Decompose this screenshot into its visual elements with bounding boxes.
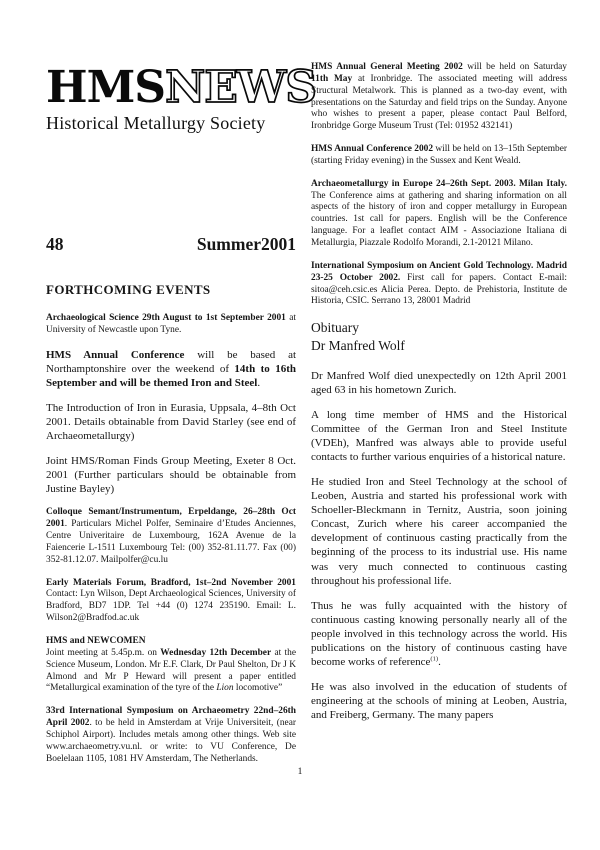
right-column-blocks xyxy=(311,62,567,722)
text-run: Obituary xyxy=(311,320,359,336)
right-column xyxy=(311,62,567,733)
text-run: International Symposium on Ancient Gold Technology. Madrid 23-25 October 2002. xyxy=(311,260,567,283)
text-run: at Ironbridge. The associated meeting will address Structural Metalwork. This is planned as a two-day event, with presentations on the Saturday and field trips on the Sunday. Anyone who wishes to present a paper, please contact Paul Belford, Ironbridge Gorge Museum Trust (Tel: 01952 432141) xyxy=(311,73,568,132)
introduction-of-iron-item xyxy=(46,401,296,443)
colloque-semant-item xyxy=(46,507,296,566)
text-run: The Introduction of Iron in Eurasia, Uppsala, 4–8th Oct 2001. Details obtainable from David Starley (see end of Archaeometallurgy) xyxy=(46,401,296,443)
text-run: Thus he was fully acquainted with the history of continuous casting knowing personally nearly all of the people involved in this technology across the world. His publications on the history of continuous casting have become works of reference xyxy=(311,599,567,669)
text-run: . xyxy=(438,656,441,669)
page-number: 1 xyxy=(297,767,303,777)
text-run: locomotive” xyxy=(233,683,283,694)
hms-annual-conference-item xyxy=(46,348,296,390)
early-materials-forum-item xyxy=(46,578,296,625)
annual-conference-2002-item xyxy=(311,144,567,168)
text-run: at University of Newcastle upon Tyne. xyxy=(46,313,296,335)
text-run: HMS Annual General Meeting 2002 xyxy=(311,62,463,72)
text-run: Contact: Lyn Wilson, Dept Archaeological Sciences, University of Bradford, BD7 1DP. Tel +44 (0) 1274 235190. Email: L. Wilson2@Bradfod.ac.uk xyxy=(46,589,296,624)
issue-season: Summer2001 xyxy=(196,234,296,254)
obituary-para-2 xyxy=(311,408,567,464)
text-run: . xyxy=(257,376,261,389)
text-run: He studied Iron and Steel Technology at the school of Leoben, Austria and started his professional work with Schoeller-Bleckmann in Ternitz, Austria, soon joining Concast, Zurich where his career accompanied the development of continuous casting practically from the beginning of the process to its industrial use. His name was very much connected to continuous casting throughout his professional life. xyxy=(311,476,567,587)
text-run: First call for papers. Contact E-mail: sitoa@ceh.csic.es Alicia Perea. Depto. de Prehistoria, Institute de Historia, CSIC. Serrano 13, 28001 Madrid xyxy=(311,272,567,307)
obituary-para-1 xyxy=(311,369,567,397)
text-run: Colloque Semant/Instrumentum, Erpeldange, 26–28th Oct 2001 xyxy=(46,507,296,530)
text-run: 14th to 16th September and will be themed Iron and Steel xyxy=(46,362,296,389)
obituary-para-3 xyxy=(311,475,567,588)
ancient-gold-symposium-item xyxy=(311,261,567,308)
archaeometallurgy-europe-item xyxy=(311,179,567,250)
masthead xyxy=(46,62,317,134)
text-run: will be held on Saturday xyxy=(462,62,567,72)
text-run: 33rd International Symposium on Archaeometry 22nd–26th April 2002 xyxy=(46,706,296,729)
text-run: at the Science Museum, London. Mr E.F. Clark, Dr Paul Shelton, Dr J K Almond and Mr P Heward will present a paper entitled “Metallurgical examination of the tyre of the xyxy=(46,647,296,694)
text-run: Dr Manfred Wolf xyxy=(311,338,405,354)
text-run: Archaeometallurgy in Europe 24–26th Sept. 2003. Milan Italy. xyxy=(311,178,567,189)
text-run: Joint meeting at 5.45p.m. on xyxy=(46,647,161,658)
text-run: will be held on 13–15th September (starting Friday evening) in the Sussex and Kent Weald. xyxy=(311,144,567,166)
obituary-para-4 xyxy=(311,599,567,669)
text-run: Early Materials Forum, Bradford, 1st–2nd November 2001 xyxy=(46,577,296,588)
text-run: Lion xyxy=(216,683,234,694)
text-run: HMS and NEWCOMEN xyxy=(46,635,146,646)
agm-2002-item xyxy=(311,62,567,133)
obituary-para-5 xyxy=(311,680,567,722)
logo-outline-text: NEWS xyxy=(165,62,317,113)
hms-news-logo xyxy=(46,62,317,113)
text-run: HMS Annual Conference xyxy=(46,348,185,361)
hms-newcomen-item xyxy=(46,636,296,695)
logo-solid-text: HMS xyxy=(46,62,166,113)
text-run: will be based at Northamptonshire over the weekend of xyxy=(46,348,297,375)
text-run: The Conference aims at gathering and sharing information on all aspects of the history of iron and copper metallurgy in European countries. 1st call for papers. English will be the Conference language. For a leaflet contact AIM - Associazione Italiana di Metallurgia, Piazzale Rodolfo Morandi, 2.1-20121 Milano. xyxy=(311,190,567,248)
left-column xyxy=(46,62,317,776)
text-run: Archaeological Science 29th August to 1st September 2001 xyxy=(46,313,286,323)
text-run: 11th May xyxy=(311,73,353,84)
text-run: FORTHCOMING EVENTS xyxy=(46,282,211,297)
text-run: Dr Manfred Wolf died unexpectedly on 12th April 2001 aged 63 in his hometown Zurich. xyxy=(311,369,567,396)
forthcoming-events-heading xyxy=(46,282,296,298)
joint-hms-roman-item xyxy=(46,454,296,496)
left-column-blocks xyxy=(46,282,296,765)
obituary-heading xyxy=(311,319,567,355)
text-run: Joint HMS/Roman Finds Group Meeting, Exeter 8 Oct. 2001 (Further particulars should be obtainable from Justine Bayley) xyxy=(46,455,296,496)
masthead-subtitle: Historical Metallurgy Society xyxy=(46,113,266,133)
text-run: He was also involved in the education of students of engineering at the schools of mining at Leoben, Austria, and Freiberg, Germany. The many papers xyxy=(311,681,567,722)
text-run: A long time member of HMS and the Historical Committee of the German Iron and Steel Institute (VDEh), Manfred was always able to provide useful contacts to further various enquiries of a historical nature. xyxy=(311,408,567,464)
text-run: Wednesday 12th December xyxy=(160,647,272,658)
text-run: . Particulars Michel Polfer, Seminaire d’Etudes Anciennes, Centre Univeritaire de Luxembourg, 162A Avenue de la Faiencerie L-1511 Luxembourg Tel: (00) 352-81.11.77. Fax (00) 352-81.12.07. Mailpolfer@cu.lu xyxy=(46,519,296,565)
text-run: . to be held in Amsterdam at Vrije Universiteit, (near Schiphol Airport). Includes metals among other things. Web site www.archaeometry.vu.nl. or write: to VU Conference, De Boelelaan 1105, 1081 HV Amsterdam, The Netherlands. xyxy=(46,718,296,764)
issue-line xyxy=(46,234,296,255)
text-run: (1) xyxy=(430,655,439,663)
issue-number: 48 xyxy=(46,234,64,254)
text-run: HMS Annual Conference 2002 xyxy=(311,144,434,155)
archaeological-science-item xyxy=(46,313,296,337)
archaeometry-symposium-item xyxy=(46,706,296,765)
